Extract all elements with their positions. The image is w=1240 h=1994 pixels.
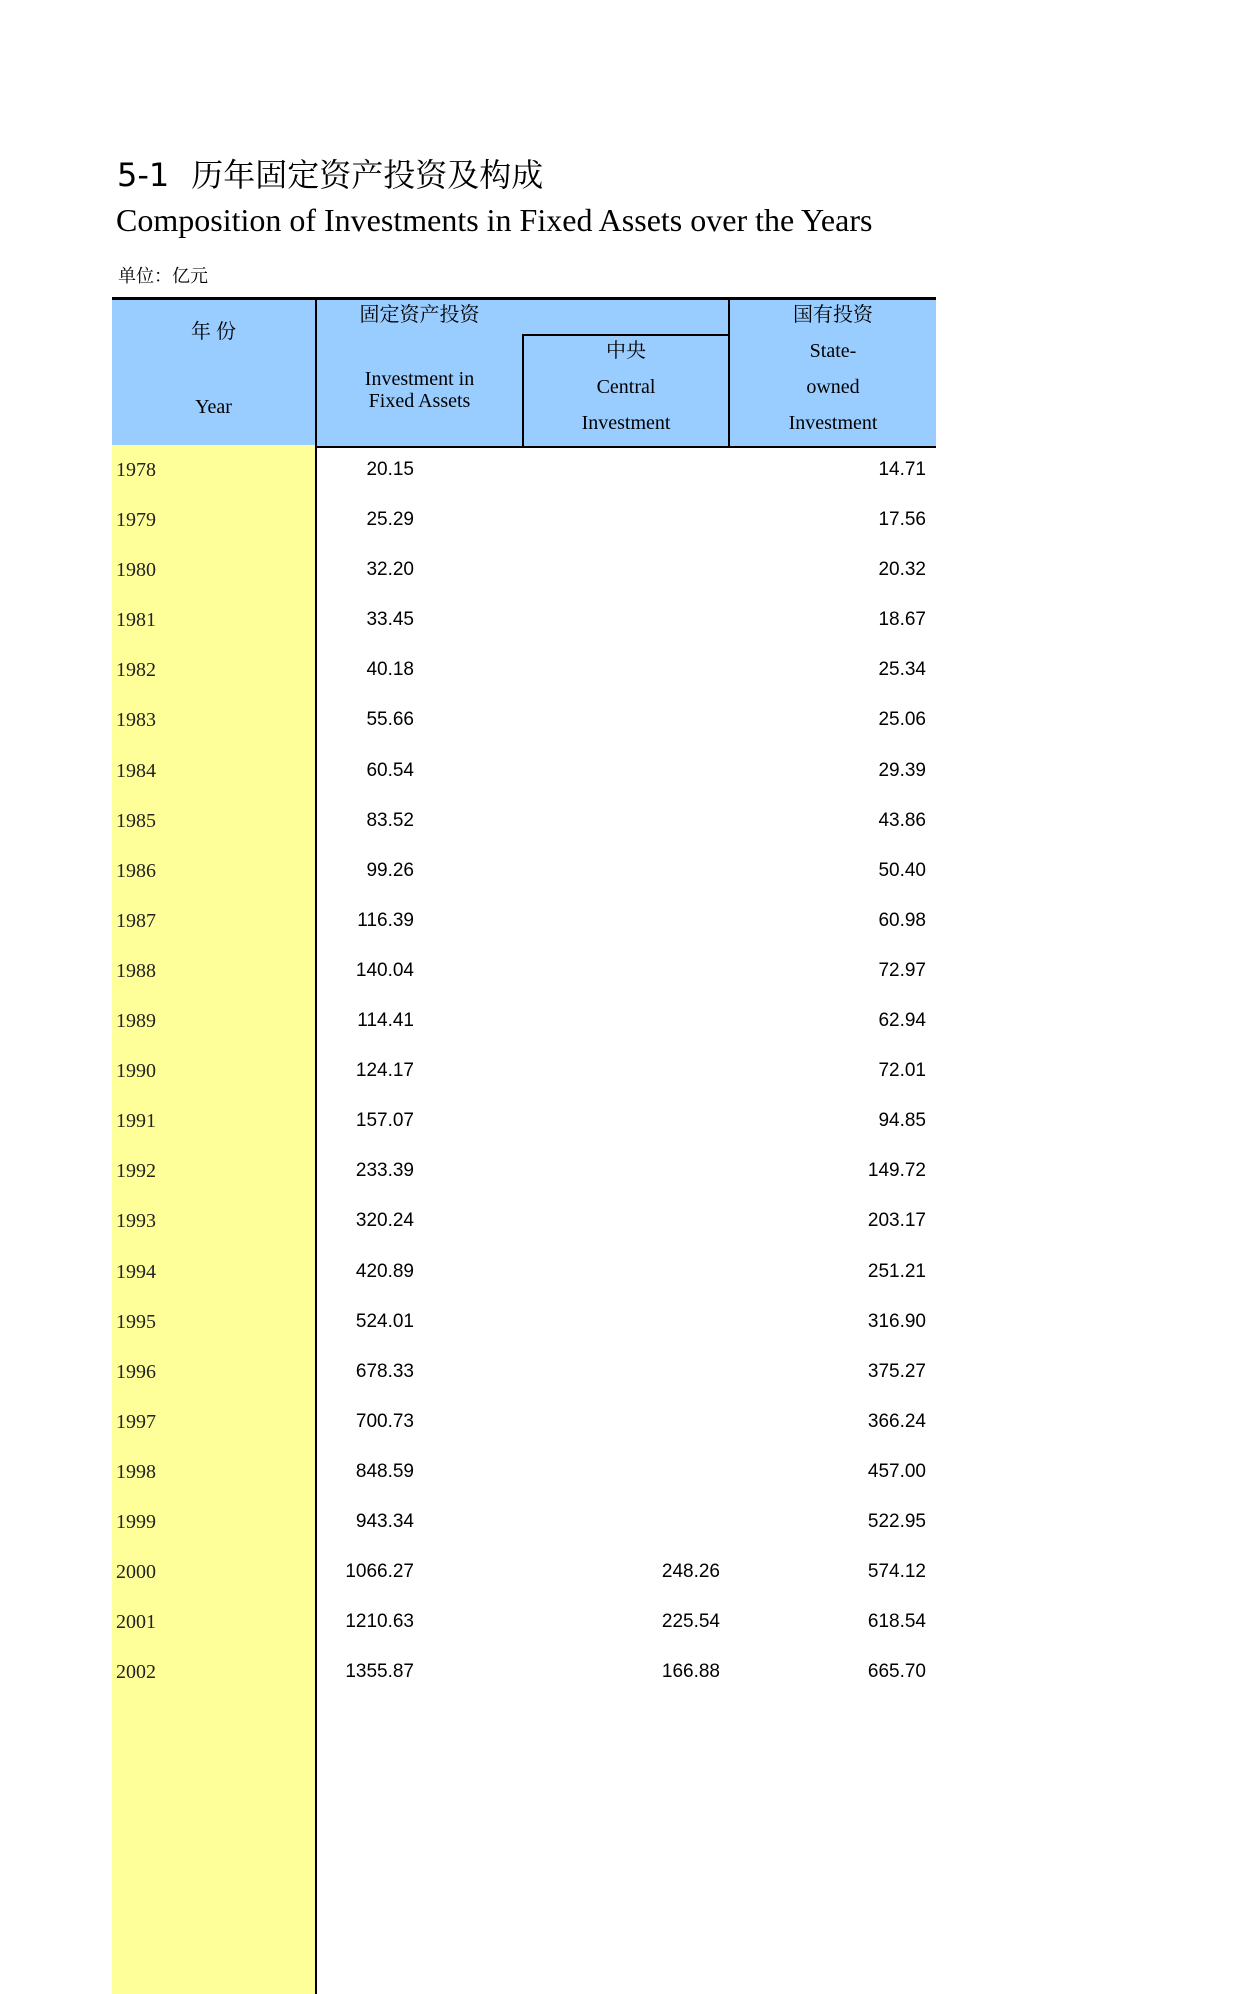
year-cell: 2002 bbox=[116, 1661, 156, 1684]
state-owned-cell: 316.90 bbox=[867, 1310, 926, 1332]
header-state-en-2: owned bbox=[806, 376, 860, 398]
table-row bbox=[112, 996, 936, 1046]
table-row bbox=[112, 946, 936, 996]
table-row bbox=[112, 1146, 936, 1196]
table-row bbox=[112, 1046, 936, 1096]
state-owned-cell: 60.98 bbox=[878, 909, 926, 931]
state-owned-cell: 25.06 bbox=[878, 709, 926, 731]
year-cell: 1993 bbox=[116, 1210, 156, 1233]
fixed-assets-cell: 33.45 bbox=[366, 609, 414, 631]
header-central-cn: 中央 bbox=[606, 340, 646, 362]
table-row bbox=[112, 796, 936, 846]
header-year-en: Year bbox=[195, 396, 232, 418]
fixed-assets-cell: 20.15 bbox=[366, 459, 414, 480]
state-owned-cell: 618.54 bbox=[867, 1611, 926, 1633]
fixed-assets-cell: 678.33 bbox=[355, 1360, 414, 1382]
header-central-en-2: Investment bbox=[581, 412, 671, 434]
state-owned-cell: 20.32 bbox=[878, 559, 926, 581]
year-cell: 1998 bbox=[116, 1460, 156, 1483]
fixed-assets-cell: 99.26 bbox=[366, 859, 414, 881]
table-row bbox=[112, 595, 936, 645]
page-title-english: Composition of Investments in Fixed Assets over the Years bbox=[116, 202, 873, 238]
year-cell: 1989 bbox=[116, 1010, 156, 1033]
header-fixed-en-2: Fixed Assets bbox=[368, 390, 471, 412]
table-row bbox=[112, 1547, 936, 1597]
table-row bbox=[112, 746, 936, 796]
header-state-cn: 国有投资 bbox=[793, 304, 873, 326]
year-cell: 1990 bbox=[116, 1060, 156, 1083]
table-row bbox=[112, 445, 936, 495]
year-cell: 2000 bbox=[116, 1561, 156, 1584]
table-row bbox=[112, 1447, 936, 1497]
header-central-en-1: Central bbox=[596, 376, 656, 398]
year-cell: 1981 bbox=[116, 609, 156, 632]
title-chinese-text: 历年固定资产投资及构成 bbox=[191, 156, 544, 194]
header-year-cn: 年 份 bbox=[191, 321, 236, 343]
table-row bbox=[112, 495, 936, 545]
fixed-assets-cell: 1355.87 bbox=[345, 1661, 414, 1683]
fixed-assets-cell: 524.01 bbox=[355, 1310, 414, 1332]
header-state-en-1: State- bbox=[809, 340, 857, 362]
state-owned-cell: 251.21 bbox=[867, 1260, 926, 1282]
year-cell: 1991 bbox=[116, 1110, 156, 1133]
year-cell: 1986 bbox=[116, 859, 156, 882]
year-cell: 2001 bbox=[116, 1611, 156, 1634]
year-cell: 1995 bbox=[116, 1310, 156, 1333]
fixed-assets-cell: 320.24 bbox=[355, 1210, 414, 1232]
table-row bbox=[112, 1397, 936, 1447]
table-row bbox=[112, 695, 936, 745]
header-state-en-3: Investment bbox=[788, 412, 878, 434]
fixed-assets-cell: 157.07 bbox=[355, 1110, 414, 1132]
unit-label: 单位：亿元 bbox=[118, 266, 208, 287]
state-owned-cell: 574.12 bbox=[867, 1561, 926, 1583]
state-owned-cell: 94.85 bbox=[878, 1110, 926, 1132]
fixed-assets-cell: 420.89 bbox=[355, 1260, 414, 1282]
central-investment-cell: 166.88 bbox=[661, 1661, 720, 1683]
fixed-assets-cell: 1210.63 bbox=[345, 1611, 414, 1633]
fixed-assets-cell: 1066.27 bbox=[345, 1561, 414, 1583]
table-row bbox=[112, 896, 936, 946]
state-owned-cell: 14.71 bbox=[878, 459, 926, 480]
table-row bbox=[112, 1096, 936, 1146]
table-row bbox=[112, 1196, 936, 1246]
year-cell: 1982 bbox=[116, 659, 156, 682]
state-owned-cell: 18.67 bbox=[878, 609, 926, 631]
state-owned-cell: 203.17 bbox=[867, 1210, 926, 1232]
year-cell: 1987 bbox=[116, 909, 156, 932]
fixed-assets-cell: 848.59 bbox=[355, 1460, 414, 1482]
year-cell: 1992 bbox=[116, 1160, 156, 1183]
fixed-assets-cell: 943.34 bbox=[355, 1510, 414, 1532]
table-number: 5-1 bbox=[117, 156, 170, 194]
table-row bbox=[112, 645, 936, 695]
state-owned-cell: 72.97 bbox=[878, 959, 926, 981]
year-cell: 1983 bbox=[116, 709, 156, 732]
state-owned-cell: 25.34 bbox=[878, 659, 926, 681]
fixed-assets-cell: 233.39 bbox=[355, 1160, 414, 1182]
table-row bbox=[112, 846, 936, 896]
table-body bbox=[112, 445, 936, 1697]
table-row bbox=[112, 545, 936, 595]
year-cell: 1996 bbox=[116, 1360, 156, 1383]
table-row bbox=[112, 1247, 936, 1297]
fixed-assets-cell: 83.52 bbox=[366, 809, 414, 831]
investment-table bbox=[112, 297, 936, 1684]
central-investment-cell: 225.54 bbox=[661, 1611, 720, 1633]
state-owned-cell: 43.86 bbox=[878, 809, 926, 831]
fixed-assets-cell: 124.17 bbox=[355, 1060, 414, 1082]
table-row bbox=[112, 1347, 936, 1397]
year-cell: 1997 bbox=[116, 1410, 156, 1433]
state-owned-cell: 375.27 bbox=[867, 1360, 926, 1382]
state-owned-cell: 29.39 bbox=[878, 759, 926, 781]
table-header bbox=[112, 297, 936, 448]
table-row bbox=[112, 1497, 936, 1547]
state-owned-cell: 50.40 bbox=[878, 859, 926, 881]
year-cell: 1979 bbox=[116, 509, 156, 532]
fixed-assets-cell: 700.73 bbox=[355, 1410, 414, 1432]
fixed-assets-cell: 25.29 bbox=[366, 509, 414, 531]
central-investment-cell: 248.26 bbox=[661, 1561, 720, 1583]
state-owned-cell: 62.94 bbox=[878, 1010, 926, 1032]
table-row bbox=[112, 1297, 936, 1347]
state-owned-cell: 457.00 bbox=[867, 1460, 926, 1482]
table-row bbox=[112, 1647, 936, 1697]
fixed-assets-cell: 140.04 bbox=[355, 959, 414, 981]
year-cell: 1984 bbox=[116, 759, 156, 782]
state-owned-cell: 366.24 bbox=[867, 1410, 926, 1432]
table-row bbox=[112, 1597, 936, 1647]
header-subgroup-line bbox=[522, 334, 730, 336]
year-cell: 1994 bbox=[116, 1260, 156, 1283]
header-fixed-en-1: Investment in bbox=[364, 368, 475, 390]
year-cell: 1999 bbox=[116, 1510, 156, 1533]
page-title-chinese bbox=[117, 150, 543, 196]
year-cell: 1978 bbox=[116, 459, 156, 481]
state-owned-cell: 522.95 bbox=[867, 1510, 926, 1532]
fixed-assets-cell: 32.20 bbox=[366, 559, 414, 581]
year-cell: 1988 bbox=[116, 959, 156, 982]
fixed-assets-cell: 60.54 bbox=[366, 759, 414, 781]
header-fixed-cn: 固定资产投资 bbox=[359, 304, 480, 326]
fixed-assets-cell: 116.39 bbox=[357, 909, 414, 931]
fixed-assets-cell: 114.41 bbox=[357, 1010, 414, 1032]
state-owned-cell: 665.70 bbox=[867, 1661, 926, 1683]
state-owned-cell: 17.56 bbox=[878, 509, 926, 531]
year-cell: 1980 bbox=[116, 559, 156, 582]
state-owned-cell: 72.01 bbox=[878, 1060, 926, 1082]
state-owned-cell: 149.72 bbox=[867, 1160, 926, 1182]
fixed-assets-cell: 40.18 bbox=[366, 659, 414, 681]
fixed-assets-cell: 55.66 bbox=[366, 709, 414, 731]
year-cell: 1985 bbox=[116, 809, 156, 832]
